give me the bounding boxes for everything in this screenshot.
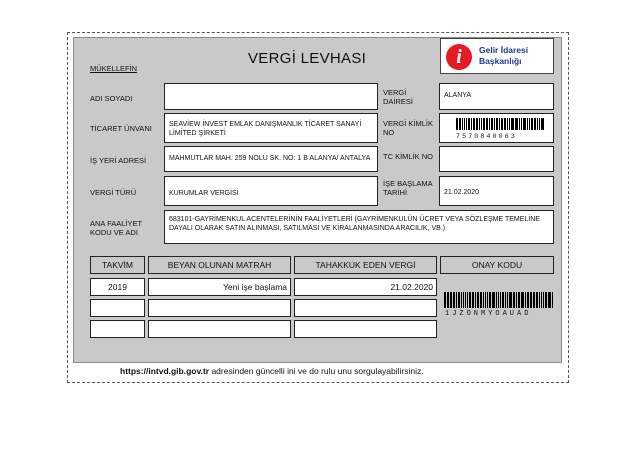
gib-logo-icon: i	[446, 44, 472, 70]
onay-kodu-barcode	[444, 292, 554, 308]
barcode-bar	[521, 118, 522, 130]
tc-kimlik-no-value	[439, 146, 554, 172]
vergi-kimlik-no-value: 7570840063	[456, 133, 518, 140]
barcode-bar	[475, 292, 476, 308]
barcode-bar	[537, 118, 538, 130]
vergi-kimlik-no-box	[439, 113, 554, 143]
barcode-bar	[471, 118, 472, 130]
barcode-bar	[548, 292, 551, 308]
barcode-bar	[492, 292, 495, 308]
barcode-bar	[509, 292, 512, 308]
barcode-bar	[525, 292, 526, 308]
barcode-bar	[465, 292, 466, 308]
verification-url[interactable]: https://intvd.gib.gov.tr	[120, 366, 210, 376]
ise-baslama-tarihi-label: İŞE BAŞLAMA TARİHİ	[383, 179, 433, 197]
barcode-bar	[456, 292, 457, 308]
barcode-bar	[485, 292, 486, 308]
barcode-bar	[496, 292, 497, 308]
barcode-bar	[489, 292, 491, 308]
barcode-bar	[456, 118, 458, 130]
adi-soyadi-value	[164, 83, 378, 110]
barcode-bar	[507, 118, 508, 130]
table-row-1-matrah: Yeni işe başlama	[148, 278, 291, 296]
barcode-bar	[447, 292, 449, 308]
table-header-matrah: BEYAN OLUNAN MATRAH	[148, 256, 291, 274]
barcode-bar	[464, 118, 465, 130]
verification-text: adresinden güncelli ini ve do rulu unu sorgulayabilirsiniz.	[209, 366, 424, 376]
barcode-bar	[489, 118, 490, 130]
tc-kimlik-no-label: TC KİMLİK NO	[383, 152, 434, 161]
table-header-vergi: TAHAKKUK EDEN VERGİ	[294, 256, 437, 274]
barcode-bar	[534, 118, 536, 130]
barcode-bar	[491, 118, 493, 130]
barcode-bar	[473, 118, 475, 130]
table-row-3-vergi	[294, 320, 437, 338]
barcode-bar	[486, 118, 488, 130]
barcode-bar	[462, 118, 463, 130]
barcode-bar	[444, 292, 446, 308]
barcode-bar	[461, 292, 462, 308]
barcode-bar	[500, 292, 501, 308]
barcode-bar	[499, 118, 500, 130]
barcode-bar	[480, 292, 482, 308]
barcode-bar	[527, 118, 528, 130]
barcode-bar	[529, 118, 530, 130]
table-header-takvim: TAKVİM	[90, 256, 145, 274]
barcode-bar	[533, 292, 535, 308]
gib-logo	[440, 38, 554, 74]
logo-text-line2: Başkanlığı	[479, 56, 522, 66]
barcode-bar	[496, 118, 498, 130]
onay-kodu-area	[440, 278, 554, 338]
barcode-bar	[539, 292, 540, 308]
barcode-bar	[458, 292, 460, 308]
barcode-bar	[472, 292, 474, 308]
barcode-bar	[466, 118, 467, 130]
barcode-bar	[518, 292, 520, 308]
barcode-bar	[502, 292, 504, 308]
table-row-1-takvim: 2019	[90, 278, 145, 296]
barcode-bar	[531, 118, 533, 130]
barcode-bar	[481, 118, 482, 130]
verification-footer	[120, 366, 424, 376]
barcode-bar	[483, 292, 484, 308]
gib-logo-text	[479, 45, 528, 67]
vergi-turu-value: KURUMLAR VERGİSİ	[164, 176, 378, 206]
adi-soyadi-label: ADI SOYADI	[90, 94, 133, 103]
barcode-bar	[467, 292, 468, 308]
logo-text-line1: Gelir İdaresi	[479, 45, 529, 55]
barcode-bar	[541, 118, 544, 130]
barcode-bar	[505, 292, 506, 308]
table-row-1-vergi: 21.02.2020	[294, 278, 437, 296]
mukellefin-label: MÜKELLEFİN	[90, 64, 138, 73]
barcode-bar	[477, 292, 479, 308]
barcode-bar	[487, 292, 488, 308]
ana-faaliyet-label: ANA FAALİYET KODU VE ADI	[90, 219, 142, 237]
barcode-bar	[453, 292, 455, 308]
barcode-bar	[516, 292, 517, 308]
barcode-bar	[541, 292, 542, 308]
barcode-bar	[450, 292, 452, 308]
barcode-bar	[523, 118, 526, 130]
table-row-2-takvim	[90, 299, 145, 317]
barcode-bar	[459, 118, 461, 130]
barcode-bar	[469, 292, 471, 308]
is-yeri-adresi-value: MAHMUTLAR MAH. 259 NOLU SK. NO: 1 B ALANYA/ ANTALYA	[164, 146, 378, 172]
ticaret-unvani-label: TİCARET ÜNVANI	[90, 124, 152, 133]
vergi-kimlik-no-label: VERGİ KİMLİK NO	[383, 119, 434, 137]
table-row-3-takvim	[90, 320, 145, 338]
barcode-bar	[543, 292, 544, 308]
barcode-bar	[468, 118, 470, 130]
barcode-bar	[539, 118, 540, 130]
table-row-3-matrah	[148, 320, 291, 338]
ticaret-unvani-value: SEAVİEW İNVEST EMLAK DANIŞMANLIK TİCARET SANAYİ LİMİTED ŞİRKETİ	[164, 113, 378, 143]
vergi-turu-label: VERGİ TÜRÜ	[90, 188, 137, 197]
barcode-bar	[479, 118, 480, 130]
table-row-2-vergi	[294, 299, 437, 317]
table-header-onay-kodu: ONAY KODU	[440, 256, 554, 274]
vergi-dairesi-label: VERGİ DAİRESİ	[383, 88, 414, 106]
barcode-bar	[536, 292, 538, 308]
barcode-bar	[504, 118, 506, 130]
barcode-bar	[530, 292, 532, 308]
barcode-bar	[494, 118, 495, 130]
barcode-bar	[519, 118, 520, 130]
barcode-bar	[552, 292, 553, 308]
ana-faaliyet-value: 683101-GAYRİMENKUL ACENTELERİNİN FAALİYETLERİ (GAYRİMENKULÜN ÜCRET VEYA SÖZLEŞME TEMELİNE DAYALI OLARAK SATIN ALINMASI, SATILMASI VE KİRALANMASINDA ARACILIK, VB.)	[164, 210, 554, 244]
barcode-bar	[513, 292, 515, 308]
vergi-kimlik-barcode	[456, 118, 545, 130]
page-title: VERGİ LEVHASI	[248, 50, 367, 67]
barcode-bar	[498, 292, 499, 308]
vergi-dairesi-value: ALANYA	[439, 83, 554, 110]
barcode-bar	[476, 118, 478, 130]
barcode-bar	[521, 292, 524, 308]
barcode-bar	[515, 118, 518, 130]
barcode-bar	[501, 118, 503, 130]
barcode-bar	[463, 292, 464, 308]
onay-kodu-value: 1JZONMYOAUAD	[445, 310, 532, 318]
barcode-bar	[545, 292, 547, 308]
table-row-2-matrah	[148, 299, 291, 317]
barcode-bar	[527, 292, 529, 308]
is-yeri-adresi-label: İŞ YERİ ADRESİ	[90, 156, 147, 165]
barcode-bar	[483, 118, 485, 130]
barcode-bar	[507, 292, 508, 308]
barcode-bar	[511, 118, 514, 130]
ise-baslama-tarihi-value: 21.02.2020	[439, 176, 554, 206]
barcode-bar	[509, 118, 510, 130]
